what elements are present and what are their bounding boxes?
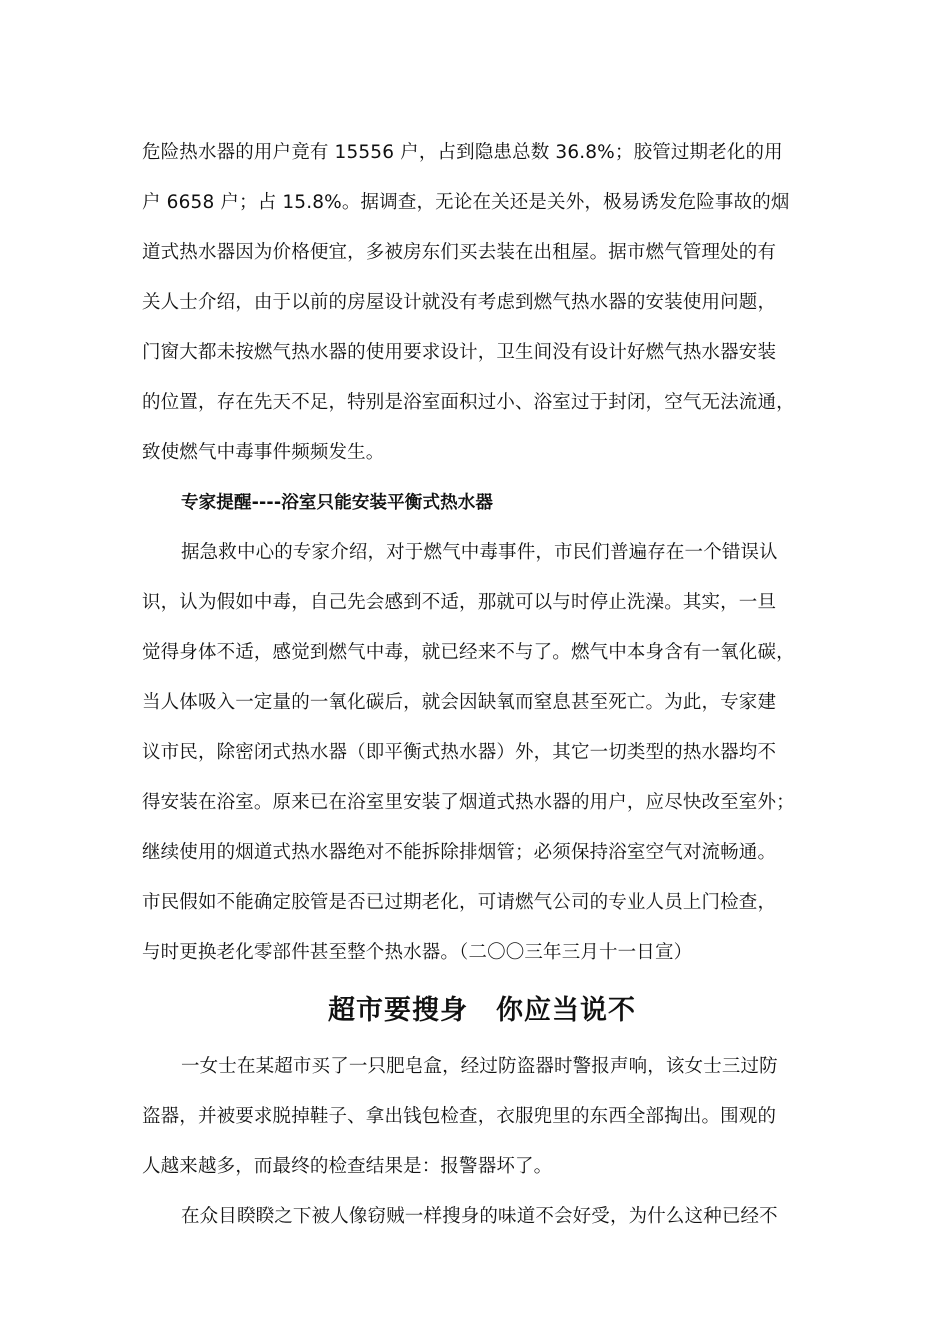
article-title: 超市要搜身 你应当说不: [328, 995, 636, 1026]
text-line: 在众目睽睽之下被人像窃贼一样搜身的味道不会好受，为什么这种已经不: [181, 1206, 778, 1227]
text-line: 市民假如不能确定胶管是否已过期老化，可请燃气公司的专业人员上门检查，: [142, 892, 777, 913]
document-body: [142, 128, 822, 1242]
text-line: 当人体吸入一定量的一氧化碳后，就会因缺氧而窒息甚至死亡。为此，专家建: [142, 692, 777, 713]
text-line: 觉得身体不适，感觉到燃气中毒，就已经来不与了。燃气中本身含有一氧化碳，: [142, 642, 795, 663]
text-line: 危险热水器的用户竟有 15556 户，占到隐患总数 36.8%；胶管过期老化的用: [142, 142, 783, 163]
text-line: 与时更换老化零部件甚至整个热水器。（二〇〇三年三月十一日宣）: [142, 942, 693, 963]
text-line: 识，认为假如中毒，自己先会感到不适，那就可以与时停止洗澡。其实，一旦: [142, 592, 777, 613]
text-line: 的位置，存在先天不足，特别是浴室面积过小、浴室过于封闭，空气无法流通，: [142, 392, 795, 413]
paragraph-supermarket-incident: [142, 1042, 822, 1192]
text-line: 议市民，除密闭式热水器（即平衡式热水器）外，其它一切类型的热水器均不: [142, 742, 777, 763]
text-line: 道式热水器因为价格便宜，多被房东们买去装在出租屋。据市燃气管理处的有: [142, 242, 777, 263]
text-line: 人越来越多，而最终的检查结果是：报警器坏了。: [142, 1156, 553, 1177]
text-line: 门窗大都未按燃气热水器的使用要求设计，卫生间没有设计好燃气热水器安装: [142, 342, 777, 363]
paragraph-expert-advice: [142, 528, 822, 978]
text-line: 致使燃气中毒事件频频发生。: [142, 442, 385, 463]
paragraph-search-question: [142, 1192, 822, 1242]
text-line: 得安装在浴室。原来已在浴室里安装了烟道式热水器的用户，应尽快改至室外；: [142, 792, 795, 813]
paragraph-gas-heater-statistics: [142, 128, 822, 478]
text-line: 盗器，并被要求脱掉鞋子、拿出钱包检查，衣服兜里的东西全部掏出。围观的: [142, 1106, 777, 1127]
text-line: 关人士介绍，由于以前的房屋设计就没有考虑到燃气热水器的安装使用问题，: [142, 292, 777, 313]
text-line: 据急救中心的专家介绍，对于燃气中毒事件，市民们普遍存在一个错误认: [181, 542, 778, 563]
section-subheading: 专家提醒----浴室只能安装平衡式热水器: [181, 493, 494, 513]
text-line: 一女士在某超市买了一只肥皂盒，经过防盗器时警报声响，该女士三过防: [181, 1056, 778, 1077]
text-line: 户 6658 户；占 15.8%。据调查，无论在关还是关外，极易诱发危险事故的烟: [142, 192, 790, 213]
text-line: 继续使用的烟道式热水器绝对不能拆除排烟管；必须保持浴室空气对流畅通。: [142, 842, 777, 863]
